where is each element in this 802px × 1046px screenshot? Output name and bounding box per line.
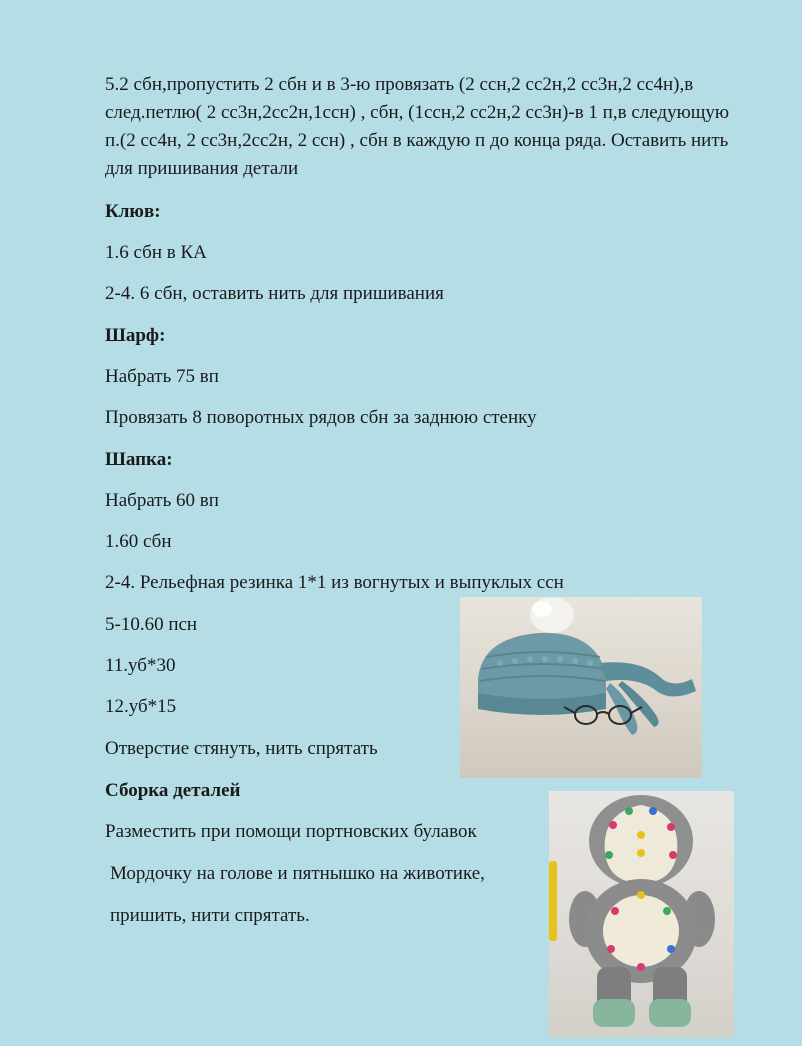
assembly-row-1: Разместить при помощи портновских булавок	[105, 821, 477, 842]
hat-row-5: 11.уб*30	[105, 655, 176, 676]
beak-heading: Клюв:	[105, 201, 161, 222]
scarf-row-1: Набрать 75 вп	[105, 366, 219, 387]
hat-heading: Шапка:	[105, 449, 173, 470]
hat-row-3: 2-4. Рельефная резинка 1*1 из вогнутых и выпуклых ссн	[105, 572, 564, 593]
hat-row-2: 1.60 сбн	[105, 531, 172, 552]
scarf-heading: Шарф:	[105, 325, 166, 346]
hat-row-4: 5-10.60 псн	[105, 614, 198, 635]
scarf-row-2: Провязать 8 поворотных рядов сбн за заднюю стенку	[105, 407, 537, 428]
hat-row-1: Набрать 60 вп	[105, 490, 219, 511]
beak-row-1: 1.6 сбн в КА	[105, 242, 207, 263]
hat-scarf-glasses-photo	[460, 597, 702, 778]
toy-assembly-photo	[549, 791, 734, 1037]
hat-row-7: Отверстие стянуть, нить спрятать	[105, 738, 378, 759]
intro-paragraph: 5.2 сбн,пропустить 2 сбн и в 3-ю провязать (2 ссн,2 сс2н,2 сс3н,2 сс4н),в след.петлю( 2 сс3н,2сс2н,1ссн) , сбн, (1ссн,2 сс2н,2 сс3н)-в 1 п,в следующую п.(2 сс4н, 2 сс3н,2сс2н, 2 ссн) , сбн в каждую п до конца ряда. Оставить нить для пришивания детали	[105, 74, 730, 179]
hat-row-6: 12.уб*15	[105, 696, 177, 717]
beak-row-2: 2-4. 6 сбн, оставить нить для пришивания	[105, 283, 444, 304]
assembly-row-2: Мордочку на голове и пятнышко на животике,	[110, 863, 485, 884]
assembly-heading: Сборка деталей	[105, 780, 241, 801]
assembly-row-3: пришить, нити спрятать.	[110, 905, 310, 926]
